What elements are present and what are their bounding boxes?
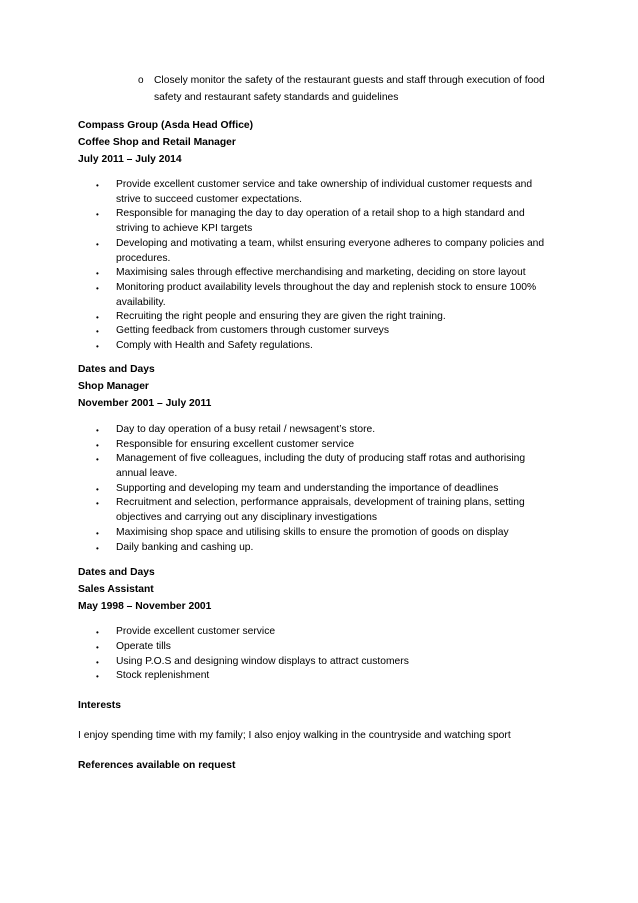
job1-role: Coffee Shop and Retail Manager bbox=[78, 137, 236, 148]
bullet-glyph: • bbox=[96, 269, 99, 278]
bullet-glyph: • bbox=[96, 672, 99, 681]
job3-bullet-1: Provide excellent customer service bbox=[116, 626, 276, 637]
job2-bullet-4: Supporting and developing my team and understanding the importance of deadlines bbox=[116, 483, 499, 494]
job1-bullet-5: Monitoring product availability levels throughout the day and replenish stock to ensure 100% availability. bbox=[116, 282, 537, 308]
job3-dates: May 1998 – November 2001 bbox=[78, 601, 212, 612]
job2-bullet-7: Daily banking and cashing up. bbox=[116, 542, 254, 553]
job2-bullet-6: Maximising shop space and utilising skills to ensure the promotion of goods on display bbox=[116, 527, 509, 538]
bullet-glyph: • bbox=[96, 441, 99, 450]
job1-bullet-8: Comply with Health and Safety regulations. bbox=[116, 340, 313, 351]
job1-bullet-4: Maximising sales through effective merchandising and marketing, deciding on store layout bbox=[116, 267, 526, 278]
job1-bullet-2: Responsible for managing the day to day operation of a retail shop to a high standard and striving to achieve KPI targets bbox=[116, 208, 525, 234]
job2-bullet-3: Management of five colleagues, including the duty of producing staff rotas and authorising annual leave. bbox=[116, 453, 526, 479]
job2-company: Dates and Days bbox=[78, 364, 155, 375]
sub-bullet-text: Closely monitor the safety of the restaurant guests and staff through execution of food safety and restaurant safety standards and guidelines bbox=[154, 75, 545, 103]
bullet-glyph: • bbox=[96, 643, 99, 652]
bullet-glyph: • bbox=[96, 628, 99, 637]
job1-bullet-3: Developing and motivating a team, whilst ensuring everyone adheres to company policies and procedures. bbox=[116, 238, 545, 264]
job3-company: Dates and Days bbox=[78, 567, 155, 578]
job1-dates: July 2011 – July 2014 bbox=[78, 154, 182, 165]
interests-text: I enjoy spending time with my family; I also enjoy walking in the countryside and watching sport bbox=[78, 730, 511, 741]
job1-bullet-1: Provide excellent customer service and take ownership of individual customer requests and strive to succeed customer expectations. bbox=[116, 179, 533, 205]
job3-bullet-3: Using P.O.S and designing window displays to attract customers bbox=[116, 656, 409, 667]
bullet-glyph: • bbox=[96, 210, 99, 219]
job3-role: Sales Assistant bbox=[78, 584, 154, 595]
job1-company: Compass Group (Asda Head Office) bbox=[78, 120, 254, 131]
job1-bullet-6: Recruiting the right people and ensuring they are given the right training. bbox=[116, 311, 446, 322]
job2-bullet-2: Responsible for ensuring excellent customer service bbox=[116, 439, 355, 450]
job2-dates: November 2001 – July 2011 bbox=[78, 398, 212, 409]
interests-heading: Interests bbox=[78, 700, 121, 711]
bullet-glyph: • bbox=[96, 544, 99, 553]
job3-bullet-4: Stock replenishment bbox=[116, 670, 210, 681]
bullet-glyph: • bbox=[96, 181, 99, 190]
bullet-glyph: • bbox=[96, 426, 99, 435]
job2-bullet-5: Recruitment and selection, performance appraisals, development of training plans, setting objectives and carrying out any disciplinary investigations bbox=[116, 497, 525, 523]
bullet-glyph: • bbox=[96, 499, 99, 508]
bullet-glyph: • bbox=[96, 284, 99, 293]
job2-role: Shop Manager bbox=[78, 381, 149, 392]
sub-bullet-marker: o bbox=[138, 75, 144, 86]
bullet-glyph: • bbox=[96, 455, 99, 464]
bullet-glyph: • bbox=[96, 327, 99, 336]
bullet-glyph: • bbox=[96, 529, 99, 538]
bullet-glyph: • bbox=[96, 658, 99, 667]
bullet-glyph: • bbox=[96, 240, 99, 249]
bullet-glyph: • bbox=[96, 313, 99, 322]
bullet-glyph: • bbox=[96, 342, 99, 351]
job3-bullet-2: Operate tills bbox=[116, 641, 171, 652]
job2-bullet-1: Day to day operation of a busy retail / newsagent’s store. bbox=[116, 424, 376, 435]
references-line: References available on request bbox=[78, 760, 236, 771]
bullet-glyph: • bbox=[96, 485, 99, 494]
job1-bullet-7: Getting feedback from customers through customer surveys bbox=[116, 325, 389, 336]
